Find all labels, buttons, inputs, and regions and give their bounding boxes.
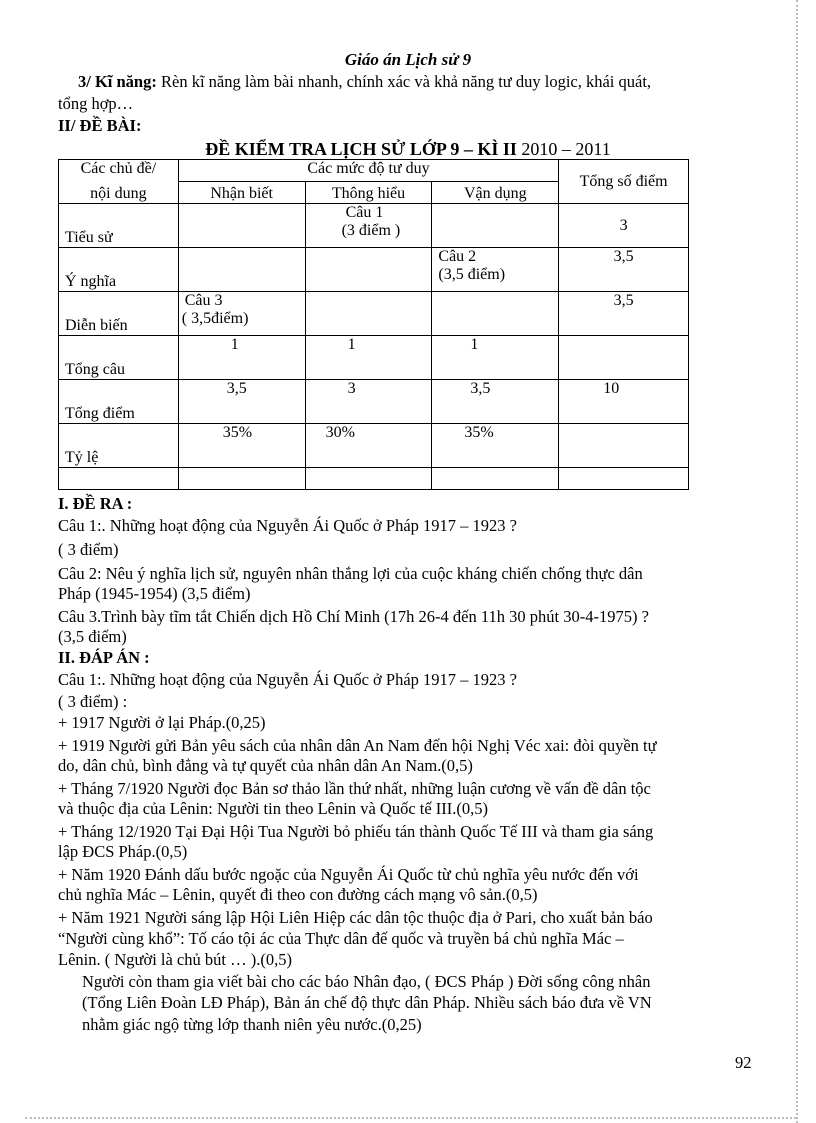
answer-6-line-1: + Năm 1921 Người sáng lập Hội Liên Hiệp các dân tộc thuộc địa ở Pari, cho xuất bản báo (58, 908, 653, 927)
answer-7-line-3: nhằm giác ngộ từng lớp thanh niên yêu nước.(0,25) (82, 1015, 422, 1034)
row-total (559, 424, 689, 468)
table-row (59, 292, 689, 336)
table-row (59, 204, 689, 248)
row-label: Tổng điểm (59, 380, 179, 424)
part1-q2-line-1: Câu 2: Nêu ý nghĩa lịch sử, nguyên nhân thắng lợi của cuộc kháng chiến chống thực dân (58, 564, 643, 583)
table-row (59, 380, 689, 424)
answer-2-line-1: + 1919 Người gửi Bản yêu sách của nhân dân An Nam đến hội Nghị Véc xai: đòi quyền tự (58, 736, 657, 755)
cell-line: Câu 1 (345, 204, 384, 221)
answer-6-line-3: Lênin. ( Người là chủ bút … ).(0,5) (58, 950, 292, 969)
answer-3-line-1: + Tháng 7/1920 Người đọc Bản sơ thảo lần thứ nhất, những luận cương về vấn đề dân tộc (58, 779, 651, 798)
cell (305, 248, 432, 292)
answer-7-line-2: (Tổng Liên Đoàn LĐ Pháp), Bản án chế độ thực dân Pháp. Nhiều sách báo đưa về VN (82, 993, 652, 1012)
cell (178, 468, 305, 490)
exam-matrix-table (58, 159, 689, 490)
row-total: 3,5 (559, 292, 689, 336)
row-label: Tổng câu (59, 336, 179, 380)
answer-2-line-2: do, dân chủ, bình đẳng và tự quyết của nhân dân An Nam.(0,5) (58, 756, 473, 775)
page-edge-right (796, 0, 798, 1123)
header-topic-2: nội dung (59, 182, 179, 204)
cell-line: ( 3,5điểm) (181, 310, 249, 327)
part1-heading: I. ĐỀ RA : (58, 494, 133, 513)
row-label: Diễn biến (59, 292, 179, 336)
skills-label: 3/ Kĩ năng: (78, 72, 157, 91)
cell-line: (3 điểm ) (341, 222, 401, 239)
test-title (0, 139, 816, 160)
part1-q3-line-2: (3,5 điểm) (58, 627, 127, 646)
cell: 1 (178, 336, 305, 380)
test-title-main: ĐỀ KIỂM TRA LỊCH SỬ LỚP 9 – KÌ II (205, 139, 522, 159)
part1-q3-line-1: Câu 3.Trình bày tĩm tắt Chiến dịch Hồ Chí Minh (17h 26-4 đến 11h 30 phút 30-4-1975) ? (58, 607, 649, 626)
table-row (59, 424, 689, 468)
test-title-year: 2010 – 2011 (521, 139, 611, 159)
cell (305, 468, 432, 490)
table-row (59, 336, 689, 380)
answer-5-line-1: + Năm 1920 Đánh dấu bước ngoặc của Nguyễn Ái Quốc từ chủ nghĩa yêu nước đến với (58, 865, 639, 884)
answer-6-line-2: “Người cùng khổ”: Tố cáo tội ác của Thực dân đế quốc và truyền bá chủ nghĩa Mác – (58, 929, 624, 948)
cell (178, 292, 305, 336)
row-total: 3,5 (559, 248, 689, 292)
cell (178, 204, 305, 248)
part1-q1-points: ( 3 điểm) (58, 540, 119, 559)
header-total: Tổng số điểm (559, 160, 689, 204)
answer-1: + 1917 Người ở lại Pháp.(0,25) (58, 713, 266, 732)
cell-line: Câu 2 (438, 248, 477, 265)
row-label: Tiểu sử (59, 204, 179, 248)
answer-4-line-1: + Tháng 12/1920 Tại Đại Hội Tua Người bỏ phiếu tán thành Quốc Tế III và tham gia sáng (58, 822, 654, 841)
row-label: Ý nghĩa (59, 248, 179, 292)
row-total (559, 336, 689, 380)
answer-4-line-2: lập ĐCS Pháp.(0,5) (58, 842, 188, 861)
cell-line: Câu 3 (184, 292, 223, 309)
skills-line-2: tổng hợp… (58, 94, 134, 113)
cell: 1 (305, 336, 432, 380)
cell: 35% (178, 424, 305, 468)
table-row (59, 248, 689, 292)
table-header-row-1 (59, 160, 689, 182)
header-level-3: Vận dụng (432, 182, 559, 204)
table-row-empty (59, 468, 689, 490)
part2-q1: Câu 1:. Những hoạt động của Nguyễn Ái Quốc ở Pháp 1917 – 1923 ? (58, 670, 517, 689)
part2-q1-points: ( 3 điểm) : (58, 692, 128, 711)
page-number: 92 (735, 1053, 752, 1072)
skills-line-1 (58, 72, 758, 92)
cell (59, 468, 179, 490)
section-de-bai: II/ ĐỀ BÀI: (58, 116, 142, 135)
part1-q1: Câu 1:. Những hoạt động của Nguyễn Ái Quốc ở Pháp 1917 – 1923 ? (58, 516, 517, 535)
header-levels: Các mức độ tư duy (178, 160, 558, 182)
cell (305, 204, 432, 248)
header-level-1: Nhận biết (178, 182, 305, 204)
header-topic-1: Các chủ đề/ (59, 160, 179, 182)
cell-line: (3,5 điểm) (438, 266, 506, 283)
part1-q2-line-2: Pháp (1945-1954) (3,5 điểm) (58, 584, 251, 603)
answer-7-line-1: Người còn tham gia viết bài cho các báo Nhân đạo, ( ĐCS Pháp ) Đời sống công nhân (82, 972, 651, 991)
part2-heading: II. ĐÁP ÁN : (58, 648, 150, 667)
cell: 3,5 (432, 380, 559, 424)
cell: 1 (432, 336, 559, 380)
cell (559, 468, 689, 490)
page-edge-bottom (25, 1117, 796, 1119)
row-total: 10 (559, 380, 689, 424)
cell (432, 468, 559, 490)
header-level-2: Thông hiểu (305, 182, 432, 204)
cell: 3,5 (178, 380, 305, 424)
answer-5-line-2: chủ nghĩa Mác – Lênin, quyết đi theo con đường cách mạng vô sản.(0,5) (58, 885, 538, 904)
cell (432, 248, 559, 292)
cell: 3 (305, 380, 432, 424)
skills-text-1: Rèn kĩ năng làm bài nhanh, chính xác và khả năng tư duy logic, khái quát, (156, 72, 652, 91)
cell: 30% (305, 424, 432, 468)
row-total: 3 (559, 204, 689, 248)
cell: 35% (432, 424, 559, 468)
row-label: Tỷ lệ (59, 424, 179, 468)
answer-3-line-2: và thuộc địa của Lênin: Người tin theo Lênin và Quốc tế III.(0,5) (58, 799, 489, 818)
cell (178, 248, 305, 292)
page-header: Giáo án Lịch sử 9 (344, 50, 472, 69)
cell (305, 292, 432, 336)
cell (432, 204, 559, 248)
cell (432, 292, 559, 336)
